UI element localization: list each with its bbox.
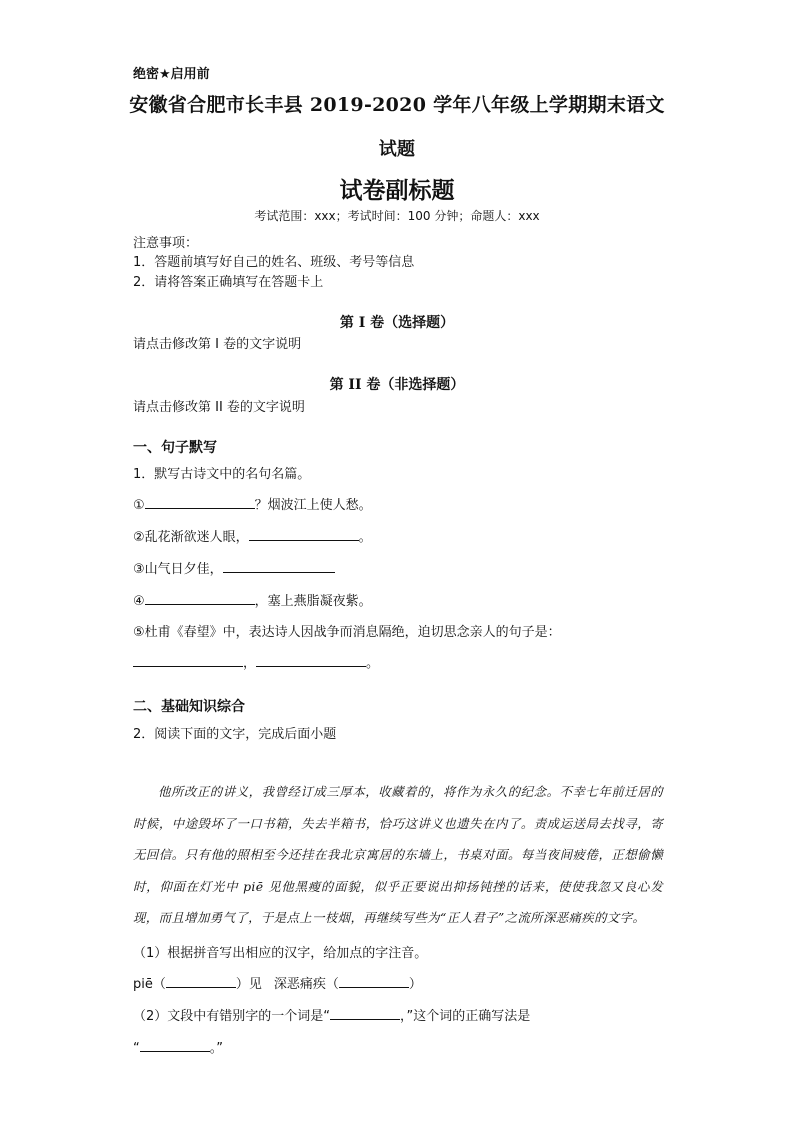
answer-blank[interactable] [249,527,359,541]
sub2-line2-suffix: 。” [209,1041,223,1056]
section1-title: 一、句子默写 [133,440,217,456]
poem-line-3-prefix: ③山气日夕佳， [133,562,223,577]
answer-blank[interactable] [339,974,409,988]
answer-blank[interactable] [166,974,236,988]
answer-blank[interactable] [256,653,366,667]
notes-heading: 注意事项： [133,236,199,251]
pinyin-line [133,973,422,992]
notes-item-2: 2．请将答案正确填写在答题卡上 [133,275,324,290]
pie-suffix: ）见 [235,977,262,992]
sub-question-2-line2 [133,1037,223,1056]
section2-title: 二、基础知识综合 [133,699,245,715]
secret-label: 绝密★启用前 [133,67,210,82]
poem-line-3 [133,558,335,577]
answer-blank[interactable] [223,559,335,573]
sub-question-1: （1）根据拼音写出相应的汉字，给加点的字注音。 [133,946,428,961]
poem-line-2-suffix: 。 [358,530,372,545]
answer-blank[interactable] [330,1006,400,1020]
volume1-title: 第 I 卷（选择题） [339,315,455,331]
exam-title-line2: 试题 [378,139,416,160]
answer-blank[interactable] [145,591,255,605]
poem-line-4 [133,590,372,609]
sub2-line2-prefix: “ [133,1041,140,1056]
exam-info: 考试范围：xxx；考试时间：100 分钟；命题人：xxx [254,209,540,223]
poem-line-4-suffix: ，塞上燕脂凝夜紫。 [254,594,372,609]
section2-question: 2．阅读下面的文字，完成后面小题 [133,727,337,742]
poem-line-6 [133,652,379,671]
poem-line-2-prefix: ②乱花渐欲迷人眼， [133,530,249,545]
reading-passage: 他所改正的讲义，我曾经订成三厚本，收藏着的，将作为永久的纪念。不幸七年前迁居的时候，中途毁坏了一口书箱，失去半箱书，恰巧这讲义也遗失在内了。责成运送局去找寻，寄无回信。只有他的照相至今还挂在我北京寓居的东墙上，书桌对面。每当夜间疲倦，正想偷懒时，仰面在灯光中 piē 见他黑瘦的面貌，似乎正要说出抑扬钝挫的话来，使使我忽又良心发现，而且增加勇气了，于是点上一枝烟，再继续写些为“正人君子”之流所深恶痛疾的文字。 [133,784,663,926]
volume2-desc[interactable]: 请点击修改第 II 卷的文字说明 [133,400,305,415]
poem-line-1-prefix: ① [133,498,145,513]
notes-item-1: 1．答题前填写好自己的姓名、班级、考号等信息 [133,255,415,270]
poem-line-2 [133,526,372,545]
volume2-title: 第 II 卷（非选择题） [329,377,465,393]
poem-line-6-mid: ， [243,656,257,671]
sub2-prefix: （2）文段中有错别字的一个词是“ [133,1009,331,1024]
poem-line-1-suffix: ？烟波江上使人愁。 [254,498,372,513]
evil-prefix: 深恶痛疾（ [273,977,339,992]
answer-blank[interactable] [145,495,255,509]
volume1-desc[interactable]: 请点击修改第 I 卷的文字说明 [133,337,302,352]
section1-question: 1．默写古诗文中的名句名篇。 [133,467,311,482]
poem-line-5: ⑤杜甫《春望》中，表达诗人因战争而消息隔绝，迫切思念亲人的句子是： [133,625,561,640]
sub2-mid: ，”这个词的正确写法是 [400,1009,531,1024]
poem-line-1 [133,494,372,513]
evil-suffix: ） [408,977,422,992]
exam-title-line1: 安徽省合肥市长丰县 2019-2020 学年八年级上学期期末语文 [129,94,665,116]
answer-blank[interactable] [140,1038,210,1052]
sub-question-2 [133,1005,530,1024]
pie-prefix: piē（ [133,977,166,992]
answer-blank[interactable] [133,653,243,667]
exam-subtitle: 试卷副标题 [339,178,455,204]
poem-line-4-prefix: ④ [133,594,145,609]
poem-line-6-suffix: 。 [366,656,380,671]
